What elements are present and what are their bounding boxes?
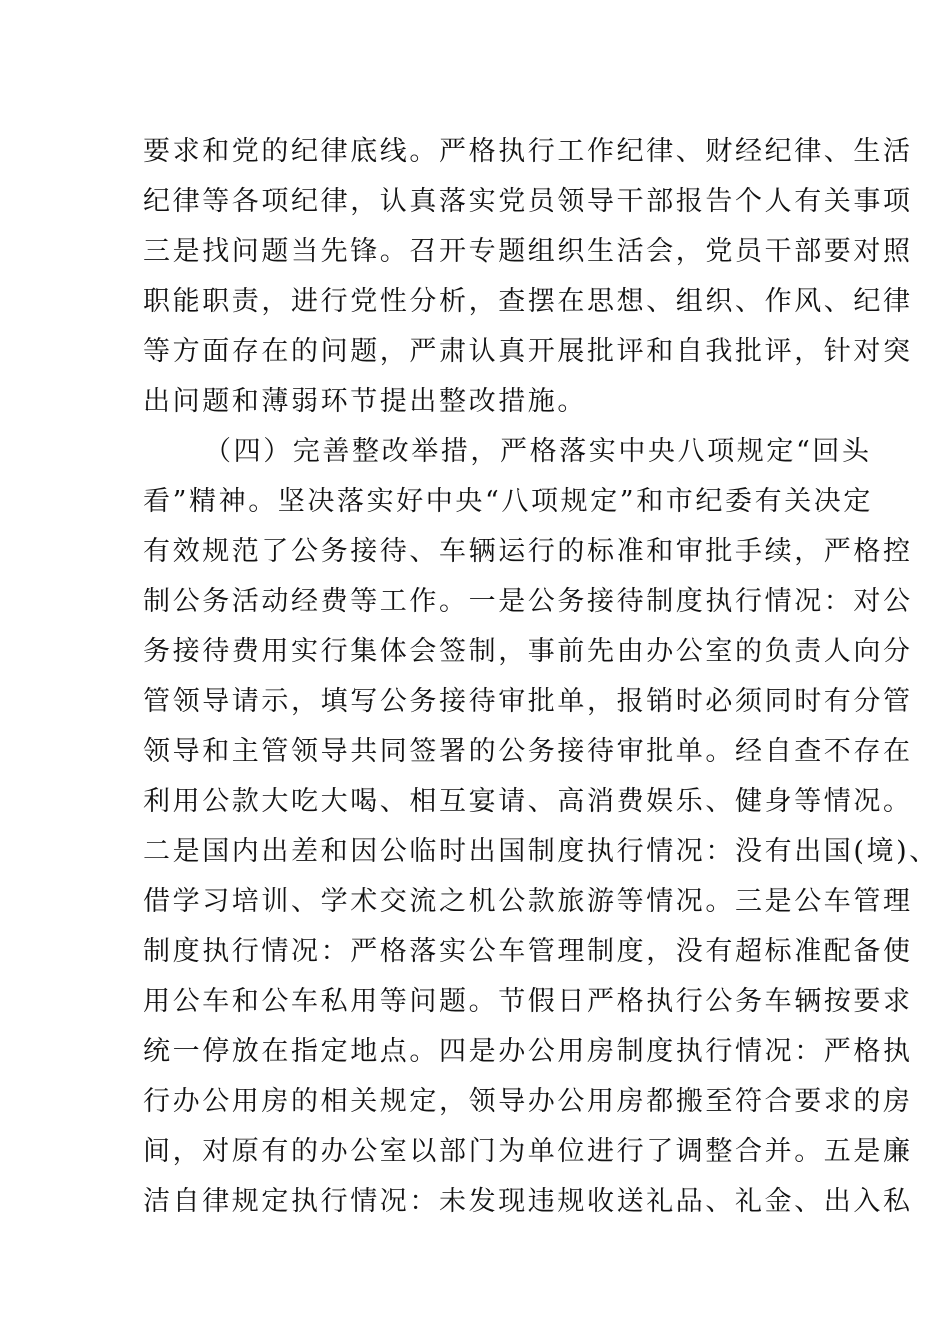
text-line: 三是找问题当先锋。召开专题组织生活会，党员干部要对照 bbox=[143, 236, 913, 267]
text-line: 务接待费用实行集体会签制，事前先由办公室的负责人向分 bbox=[143, 636, 913, 667]
text-line: 等方面存在的问题，严肃认真开展批评和自我批评，针对突 bbox=[143, 336, 913, 367]
text-line: 借学习培训、学术交流之机公款旅游等情况。三是公车管理 bbox=[143, 886, 913, 917]
text-line: 二是国内出差和因公临时出国制度执行情况：没有出国(境)、 bbox=[143, 836, 939, 867]
section-heading-line: （四）完善整改举措，严格落实中央八项规定“回头 bbox=[204, 436, 872, 467]
text-line: 出问题和薄弱环节提出整改措施。 bbox=[143, 386, 587, 417]
text-line: 统一停放在指定地点。四是办公用房制度执行情况：严格执 bbox=[143, 1036, 913, 1067]
text-line: 制度执行情况：严格落实公车管理制度，没有超标准配备使 bbox=[143, 936, 913, 967]
text-line: 有效规范了公务接待、车辆运行的标准和审批手续，严格控 bbox=[143, 536, 913, 567]
text-line: 职能职责，进行党性分析，查摆在思想、组织、作风、纪律 bbox=[143, 286, 913, 317]
text-line: 洁自律规定执行情况：未发现违规收送礼品、礼金、出入私 bbox=[143, 1186, 913, 1217]
text-line: 要求和党的纪律底线。严格执行工作纪律、财经纪律、生活 bbox=[143, 136, 913, 167]
text-line: 用公车和公车私用等问题。节假日严格执行公务车辆按要求 bbox=[143, 986, 913, 1017]
text-line: 领导和主管领导共同签署的公务接待审批单。经自查不存在 bbox=[143, 736, 913, 767]
text-line: 行办公用房的相关规定，领导办公用房都搬至符合要求的房 bbox=[143, 1086, 913, 1117]
text-line: 制公务活动经费等工作。一是公务接待制度执行情况：对公 bbox=[143, 586, 913, 617]
text-line: 管领导请示，填写公务接待审批单，报销时必须同时有分管 bbox=[143, 686, 913, 717]
text-line: 利用公款大吃大喝、相互宴请、高消费娱乐、健身等情况。 bbox=[143, 786, 913, 817]
text-line: 看”精神。坚决落实好中央“八项规定”和市纪委有关决定 bbox=[143, 486, 874, 517]
text-line: 间，对原有的办公室以部门为单位进行了调整合并。五是廉 bbox=[143, 1136, 913, 1167]
text-line: 纪律等各项纪律，认真落实党员领导干部报告个人有关事项 bbox=[143, 186, 913, 217]
